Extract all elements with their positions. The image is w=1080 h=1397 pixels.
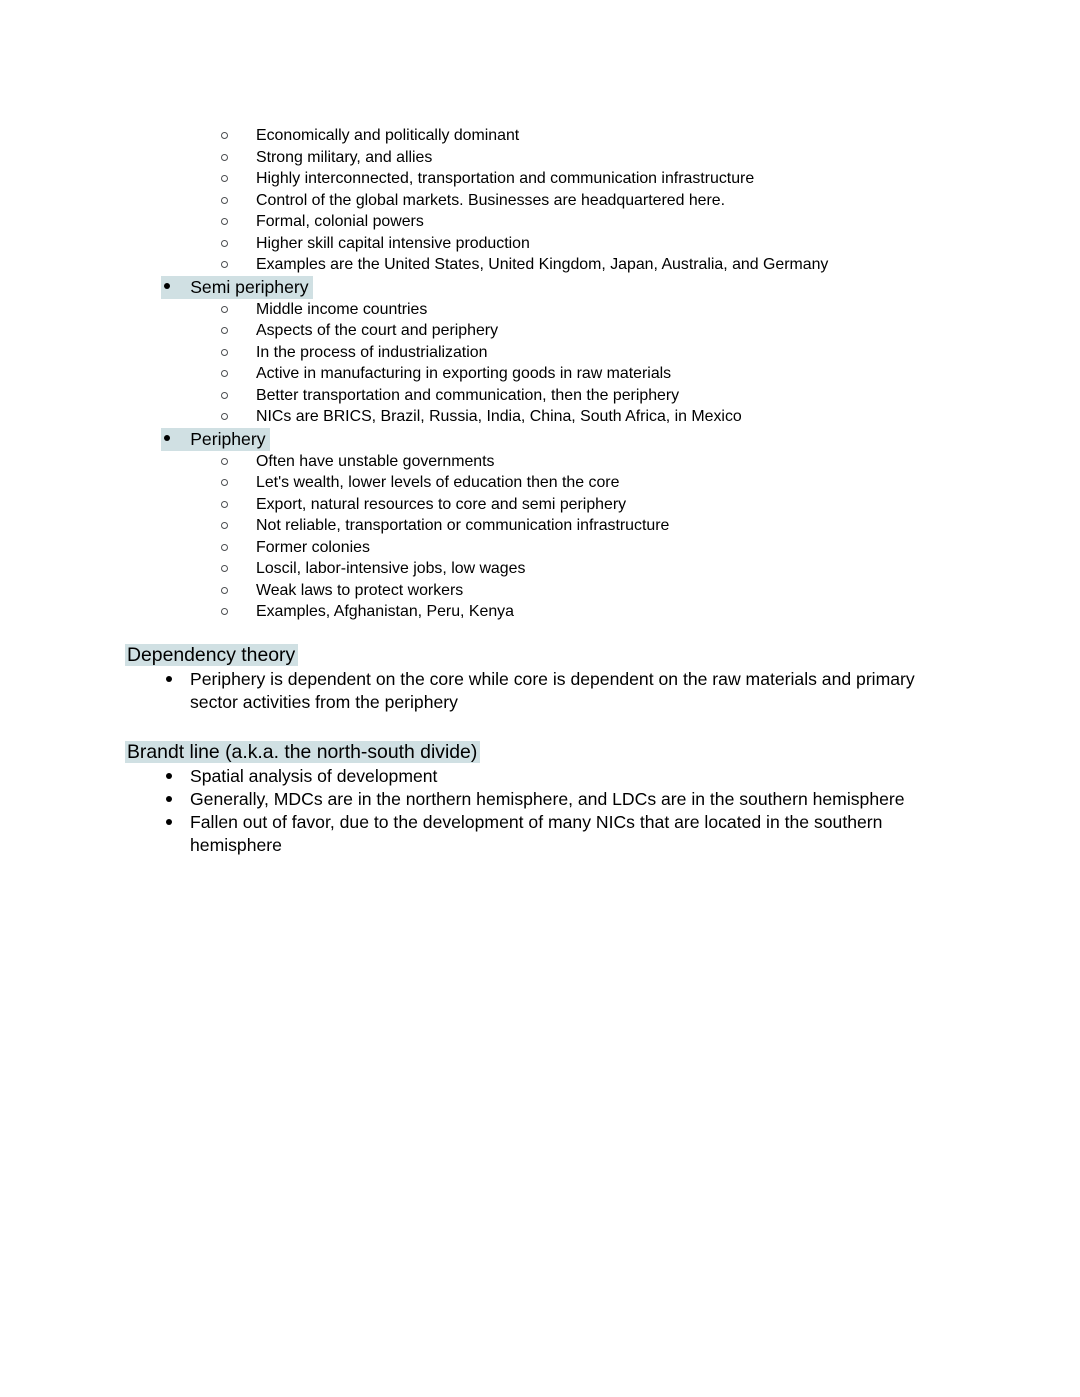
list-item: Examples, Afghanistan, Peru, Kenya bbox=[127, 601, 953, 623]
dependency-theory-list bbox=[127, 668, 953, 714]
list-item: Often have unstable governments bbox=[127, 451, 953, 473]
list-item: Former colonies bbox=[127, 537, 953, 559]
semi-periphery-sub-list bbox=[127, 299, 953, 428]
list-item: Economically and politically dominant bbox=[127, 125, 953, 147]
list-item-semi-periphery bbox=[127, 276, 953, 299]
list-item: NICs are BRICS, Brazil, Russia, India, China, South Africa, in Mexico bbox=[127, 406, 953, 428]
semi-periphery-label: Semi periphery bbox=[190, 276, 309, 297]
list-item: Examples are the United States, United Kingdom, Japan, Australia, and Germany bbox=[127, 254, 953, 276]
periphery-sub-list bbox=[127, 451, 953, 623]
highlight-box bbox=[161, 428, 270, 451]
section-heading-dependency-theory bbox=[127, 643, 953, 668]
world-systems-list bbox=[127, 276, 953, 299]
list-item: Generally, MDCs are in the northern hemisphere, and LDCs are in the southern hemisphere bbox=[127, 788, 953, 811]
core-sub-list bbox=[127, 125, 953, 276]
list-item: Control of the global markets. Businesses are headquartered here. bbox=[127, 190, 953, 212]
highlighted-heading-text: Brandt line (a.k.a. the north-south divide) bbox=[125, 741, 480, 763]
brandt-line-list bbox=[127, 765, 953, 857]
list-item-periphery bbox=[127, 428, 953, 451]
list-item: Export, natural resources to core and semi periphery bbox=[127, 494, 953, 516]
list-item: Middle income countries bbox=[127, 299, 953, 321]
list-bullet bbox=[164, 435, 170, 441]
list-item: Aspects of the court and periphery bbox=[127, 320, 953, 342]
list-item: Let's wealth, lower levels of education then the core bbox=[127, 472, 953, 494]
highlighted-heading-text: Dependency theory bbox=[125, 644, 298, 666]
periphery-label: Periphery bbox=[190, 428, 266, 449]
list-item: Strong military, and allies bbox=[127, 147, 953, 169]
list-item: Active in manufacturing in exporting goods in raw materials bbox=[127, 363, 953, 385]
list-item: Spatial analysis of development bbox=[127, 765, 953, 788]
list-item: Not reliable, transportation or communication infrastructure bbox=[127, 515, 953, 537]
section-heading-brandt-line bbox=[127, 740, 953, 765]
list-item: Formal, colonial powers bbox=[127, 211, 953, 233]
list-item: Highly interconnected, transportation and communication infrastructure bbox=[127, 168, 953, 190]
world-systems-list-2 bbox=[127, 428, 953, 451]
list-item: Higher skill capital intensive production bbox=[127, 233, 953, 255]
list-bullet bbox=[164, 283, 170, 289]
list-item: Weak laws to protect workers bbox=[127, 580, 953, 602]
list-item: Loscil, labor-intensive jobs, low wages bbox=[127, 558, 953, 580]
list-item: Better transportation and communication, then the periphery bbox=[127, 385, 953, 407]
highlight-box bbox=[161, 276, 313, 299]
list-item: In the process of industrialization bbox=[127, 342, 953, 364]
list-item: Fallen out of favor, due to the development of many NICs that are located in the southern hemisphere bbox=[127, 811, 953, 857]
list-item: Periphery is dependent on the core while core is dependent on the raw materials and primary sector activities from the periphery bbox=[127, 668, 953, 714]
